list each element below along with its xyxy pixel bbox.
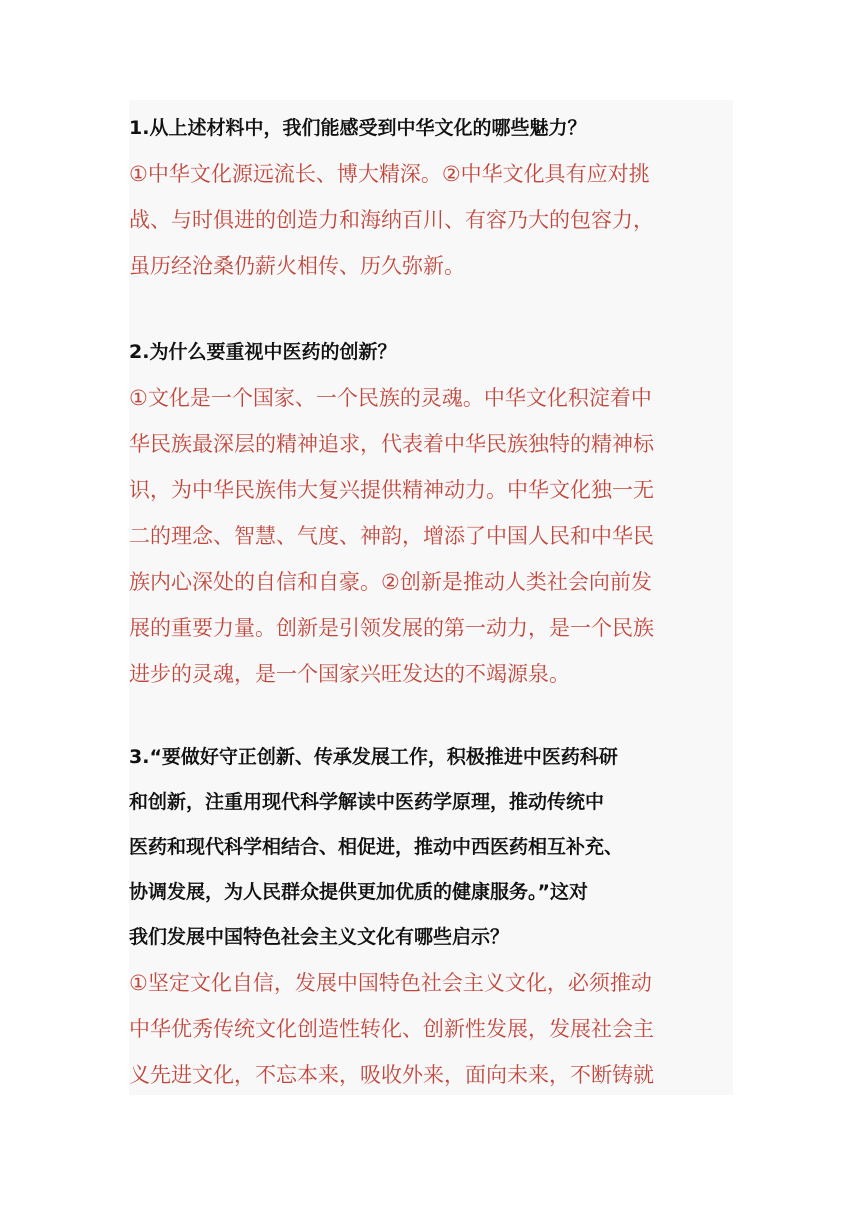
answer-line: 中华优秀传统文化创造性转化、创新性发展，发展社会主 — [129, 1017, 654, 1041]
answer-line: 进步的灵魂，是一个国家兴旺发达的不竭源泉。 — [129, 662, 570, 686]
answer-line: ①坚定文化自信，发展中国特色社会主义文化，必须推动 — [129, 971, 652, 995]
qa-section-1 — [129, 106, 733, 289]
question-line: 3.“要做好守正创新、传承发展工作，积极推进中医药科研 — [129, 746, 618, 768]
question-line: 医药和现代科学相结合、相促进，推动中西医药相互补充、 — [129, 836, 624, 858]
question-2 — [129, 330, 733, 375]
answer-line: 华民族最深层的精神追求，代表着中华民族独特的精神标 — [129, 432, 654, 456]
answer-line: 识，为中华民族伟大复兴提供精神动力。中华文化独一无 — [129, 478, 654, 502]
answer-line: 战、与时俱进的创造力和海纳百川、有容乃大的包容力， — [129, 208, 654, 232]
question-3 — [129, 735, 733, 960]
answer-line: ①文化是一个国家、一个民族的灵魂。中华文化积淀着中 — [129, 386, 652, 410]
answer-2 — [129, 375, 733, 697]
question-1 — [129, 106, 733, 151]
answer-3 — [129, 960, 733, 1098]
question-line: 我们发展中国特色社会主义文化有哪些启示？ — [129, 926, 510, 948]
question-line: 协调发展，为人民群众提供更加优质的健康服务。”这对 — [129, 881, 588, 903]
answer-line: 族内心深处的自信和自豪。②创新是推动人类社会向前发 — [129, 570, 652, 594]
qa-section-3 — [129, 735, 733, 1098]
answer-line: 义先进文化，不忘本来，吸收外来，面向未来，不断铸就 — [129, 1063, 654, 1087]
question-line: 1.从上述材料中，我们能感受到中华文化的哪些魅力？ — [129, 117, 587, 139]
answer-line: ①中华文化源远流长、博大精深。②中华文化具有应对挑 — [129, 162, 650, 186]
question-line: 和创新，注重用现代科学解读中医药学原理，推动传统中 — [129, 791, 605, 813]
qa-section-2 — [129, 330, 733, 697]
answer-line: 展的重要力量。创新是引领发展的第一动力，是一个民族 — [129, 616, 654, 640]
answer-1 — [129, 151, 733, 289]
answer-line: 二的理念、智慧、气度、神韵，增添了中国人民和中华民 — [129, 524, 654, 548]
answer-line: 虽历经沧桑仍薪火相传、历久弥新。 — [129, 254, 465, 278]
question-line: 2.为什么要重视中医药的创新？ — [129, 341, 397, 363]
